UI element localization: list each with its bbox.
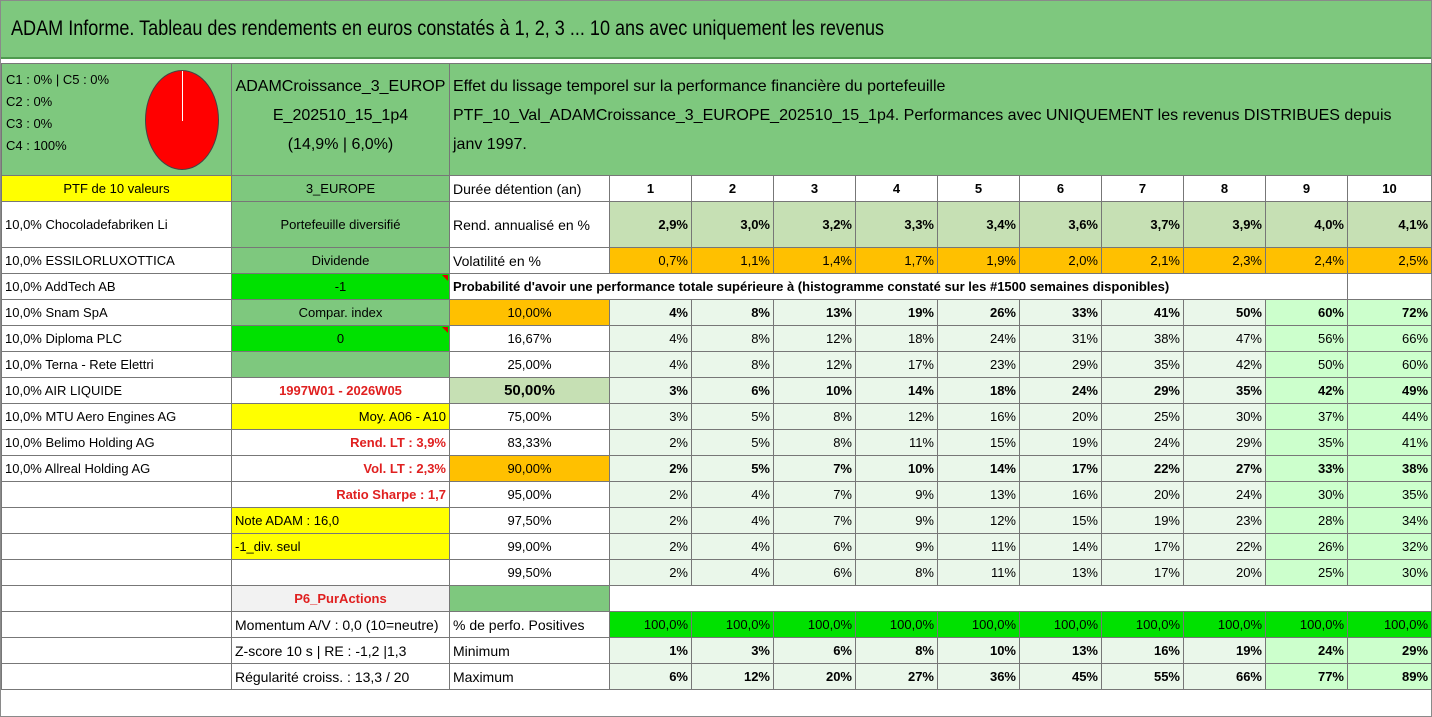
probability-value: 22% [1184, 534, 1266, 560]
probability-value: 35% [1266, 430, 1348, 456]
vol-value: 1,1% [692, 248, 774, 274]
zone-label: 3_EUROPE [232, 176, 450, 202]
adam-note: Note ADAM : 16,0 [232, 508, 450, 534]
returns-table [1, 63, 1432, 690]
minimum-value: 16% [1102, 638, 1184, 664]
probability-value: 28% [1266, 508, 1348, 534]
probability-value: 9% [856, 534, 938, 560]
probability-value: 14% [938, 456, 1020, 482]
maximum-value: 12% [692, 664, 774, 690]
probability-value: 6% [774, 560, 856, 586]
table-row [2, 482, 1432, 508]
probability-value: 32% [1348, 534, 1432, 560]
rend-label: Rend. annualisé en % [450, 202, 610, 248]
minimum-value: 19% [1184, 638, 1266, 664]
description-line: janv 1997. [453, 136, 527, 153]
rend-value: 3,6% [1020, 202, 1102, 248]
probability-value: 17% [1102, 534, 1184, 560]
probability-value: 23% [1184, 508, 1266, 534]
positive-value: 100,0% [1184, 612, 1266, 638]
regularite-label: Régularité croiss. : 13,3 / 20 [232, 664, 450, 690]
probability-value: 35% [1102, 352, 1184, 378]
year-header: 6 [1020, 176, 1102, 202]
zscore-label: Z-score 10 s | RE : -1,2 |1,3 [232, 638, 450, 664]
positive-value: 100,0% [1020, 612, 1102, 638]
rend-value: 3,4% [938, 202, 1020, 248]
year-header: 4 [856, 176, 938, 202]
rend-lt: Rend. LT : 3,9% [232, 430, 450, 456]
maximum-value: 36% [938, 664, 1020, 690]
moy-label: Moy. A06 - A10 [232, 404, 450, 430]
probability-value: 42% [1266, 378, 1348, 404]
page-title: ADAM Informe. Tableau des rendements en euros constatés à 1, 2, 3 ... 10 ans avec uniquement les revenus [11, 17, 885, 40]
probability-value: 5% [692, 404, 774, 430]
table-row [2, 560, 1432, 586]
probability-value: 7% [774, 482, 856, 508]
table-row [2, 274, 1432, 300]
allocation-cell [2, 64, 232, 176]
probability-value: 25% [1102, 404, 1184, 430]
probability-threshold: 16,67% [450, 326, 610, 352]
probability-value: 38% [1102, 326, 1184, 352]
probability-value: 11% [856, 430, 938, 456]
vol-value: 1,7% [856, 248, 938, 274]
prob-header: Probabilité d'avoir une performance totale supérieure à (histogramme constaté sur les #1500 semaines disponibles) [450, 274, 1348, 300]
vol-value: 2,0% [1020, 248, 1102, 274]
table-row [2, 612, 1432, 638]
period-label: 1997W01 - 2026W05 [232, 378, 450, 404]
probability-value: 8% [774, 430, 856, 456]
rend-value: 3,7% [1102, 202, 1184, 248]
vol-lt: Vol. LT : 2,3% [232, 456, 450, 482]
div-seul: -1_div. seul [232, 534, 450, 560]
probability-value: 31% [1020, 326, 1102, 352]
probability-value: 4% [692, 482, 774, 508]
vol-value: 2,5% [1348, 248, 1432, 274]
positive-value: 100,0% [1266, 612, 1348, 638]
maximum-value: 55% [1102, 664, 1184, 690]
year-header: 8 [1184, 176, 1266, 202]
probability-value: 9% [856, 482, 938, 508]
year-header: 9 [1266, 176, 1348, 202]
probability-value: 20% [1102, 482, 1184, 508]
sharpe-ratio: Ratio Sharpe : 1,7 [232, 482, 450, 508]
probability-value: 14% [856, 378, 938, 404]
table-row [2, 300, 1432, 326]
probability-value: 16% [1020, 482, 1102, 508]
probability-value: 19% [1102, 508, 1184, 534]
minimum-value: 10% [938, 638, 1020, 664]
duration-label: Durée détention (an) [450, 176, 610, 202]
probability-value: 16% [938, 404, 1020, 430]
probability-threshold: 83,33% [450, 430, 610, 456]
vol-value: 1,9% [938, 248, 1020, 274]
vol-value: 0,7% [610, 248, 692, 274]
minimum-value: 6% [774, 638, 856, 664]
vol-value: 1,4% [774, 248, 856, 274]
probability-value: 4% [692, 560, 774, 586]
empty-cell [2, 638, 232, 664]
dividend-label: Dividende [232, 248, 450, 274]
probability-value: 42% [1184, 352, 1266, 378]
probability-value: 12% [938, 508, 1020, 534]
probability-value: 8% [856, 560, 938, 586]
probability-value: 30% [1184, 404, 1266, 430]
probability-value: 33% [1266, 456, 1348, 482]
probability-value: 2% [610, 456, 692, 482]
probability-value: 24% [1020, 378, 1102, 404]
empty-cell [2, 560, 232, 586]
portfolio-name-line: (14,9% | 6,0%) [287, 136, 394, 153]
minimum-value: 8% [856, 638, 938, 664]
probability-value: 20% [1184, 560, 1266, 586]
probability-value: 6% [774, 534, 856, 560]
probability-value: 29% [1020, 352, 1102, 378]
table-row [2, 456, 1432, 482]
probability-value: 60% [1348, 352, 1432, 378]
maximum-value: 27% [856, 664, 938, 690]
probability-value: 30% [1266, 482, 1348, 508]
rend-value: 2,9% [610, 202, 692, 248]
probability-threshold: 99,50% [450, 560, 610, 586]
rend-value: 4,0% [1266, 202, 1348, 248]
table-row [2, 430, 1432, 456]
table-row [2, 534, 1432, 560]
allocation-line: C4 : 100% [6, 138, 67, 153]
probability-value: 44% [1348, 404, 1432, 430]
maximum-value: 89% [1348, 664, 1432, 690]
p6-label: P6_PurActions [232, 586, 450, 612]
compar-label: Compar. index [232, 300, 450, 326]
table-row [2, 326, 1432, 352]
probability-value: 2% [610, 508, 692, 534]
probability-value: 13% [938, 482, 1020, 508]
probability-value: 3% [610, 378, 692, 404]
probability-threshold: 97,50% [450, 508, 610, 534]
portfolio-name-line: ADAMCroissance_3_EUROP [235, 78, 446, 95]
holding-name: 10,0% Chocoladefabriken Li [2, 202, 232, 248]
maximum-value: 6% [610, 664, 692, 690]
empty-cell [2, 482, 232, 508]
probability-value: 30% [1348, 560, 1432, 586]
momentum-label: Momentum A/V : 0,0 (10=neutre) [232, 612, 450, 638]
rend-value: 3,3% [856, 202, 938, 248]
table-row [2, 404, 1432, 430]
probability-value: 50% [1266, 352, 1348, 378]
holding-name: 10,0% AddTech AB [2, 274, 232, 300]
vol-label: Volatilité en % [450, 248, 610, 274]
rend-value: 3,9% [1184, 202, 1266, 248]
table-row [2, 248, 1432, 274]
probability-value: 9% [856, 508, 938, 534]
probability-value: 13% [1020, 560, 1102, 586]
probability-value: 11% [938, 560, 1020, 586]
probability-value: 24% [938, 326, 1020, 352]
probability-value: 41% [1102, 300, 1184, 326]
maximum-label: Maximum [450, 664, 610, 690]
probability-value: 66% [1348, 326, 1432, 352]
probability-value: 4% [692, 534, 774, 560]
empty-cell [2, 612, 232, 638]
empty-cell [232, 560, 450, 586]
probability-value: 4% [610, 352, 692, 378]
probability-value: 23% [938, 352, 1020, 378]
probability-value: 12% [856, 404, 938, 430]
holding-name: 10,0% ESSILORLUXOTTICA [2, 248, 232, 274]
probability-value: 10% [774, 378, 856, 404]
probability-value: 56% [1266, 326, 1348, 352]
allocation-line: C2 : 0% [6, 94, 53, 109]
vol-value: 2,3% [1184, 248, 1266, 274]
probability-value: 7% [774, 456, 856, 482]
positive-label: % de perfo. Positives [450, 612, 610, 638]
empty-cell [2, 664, 232, 690]
probability-value: 17% [856, 352, 938, 378]
positive-value: 100,0% [692, 612, 774, 638]
positive-value: 100,0% [938, 612, 1020, 638]
minimum-value: 1% [610, 638, 692, 664]
probability-value: 12% [774, 352, 856, 378]
probability-value: 18% [856, 326, 938, 352]
table-row [2, 378, 1432, 404]
probability-value: 3% [610, 404, 692, 430]
year-header: 5 [938, 176, 1020, 202]
diversified-label: Portefeuille diversifié [232, 202, 450, 248]
empty-cell [2, 534, 232, 560]
probability-value: 22% [1102, 456, 1184, 482]
minimum-value: 24% [1266, 638, 1348, 664]
table-row [2, 664, 1432, 690]
maximum-value: 45% [1020, 664, 1102, 690]
ptf-label: PTF de 10 valeurs [2, 176, 232, 202]
probability-value: 26% [938, 300, 1020, 326]
positive-value: 100,0% [1102, 612, 1184, 638]
probability-value: 17% [1020, 456, 1102, 482]
table-row [2, 352, 1432, 378]
empty-cell [610, 586, 1432, 612]
probability-value: 10% [856, 456, 938, 482]
probability-value: 8% [692, 352, 774, 378]
probability-threshold: 25,00% [450, 352, 610, 378]
holding-name: 10,0% MTU Aero Engines AG [2, 404, 232, 430]
probability-threshold: 10,00% [450, 300, 610, 326]
probability-value: 7% [774, 508, 856, 534]
description-cell [450, 64, 1432, 176]
description-line: PTF_10_Val_ADAMCroissance_3_EUROPE_202510_15_1p4. Performances avec UNIQUEMENT les revenus DISTRIBUES depuis [453, 107, 1392, 124]
positive-value: 100,0% [856, 612, 938, 638]
vol-value: 2,4% [1266, 248, 1348, 274]
year-header: 7 [1102, 176, 1184, 202]
probability-value: 29% [1184, 430, 1266, 456]
empty-cell [450, 586, 610, 612]
probability-value: 4% [692, 508, 774, 534]
probability-threshold: 99,00% [450, 534, 610, 560]
rend-value: 3,0% [692, 202, 774, 248]
holding-name: 10,0% AIR LIQUIDE [2, 378, 232, 404]
probability-value: 6% [692, 378, 774, 404]
probability-threshold: 95,00% [450, 482, 610, 508]
minimum-value: 3% [692, 638, 774, 664]
probability-value: 35% [1348, 482, 1432, 508]
probability-value: 27% [1184, 456, 1266, 482]
maximum-value: 66% [1184, 664, 1266, 690]
minimum-value: 13% [1020, 638, 1102, 664]
table-row [2, 176, 1432, 202]
probability-value: 35% [1184, 378, 1266, 404]
probability-value: 18% [938, 378, 1020, 404]
positive-value: 100,0% [774, 612, 856, 638]
probability-value: 49% [1348, 378, 1432, 404]
probability-value: 33% [1020, 300, 1102, 326]
maximum-value: 20% [774, 664, 856, 690]
portfolio-name-line: E_202510_15_1p4 [272, 107, 409, 124]
probability-value: 25% [1266, 560, 1348, 586]
probability-value: 8% [774, 404, 856, 430]
probability-threshold: 75,00% [450, 404, 610, 430]
probability-value: 2% [610, 482, 692, 508]
holding-name: 10,0% Allreal Holding AG [2, 456, 232, 482]
probability-value: 50% [1184, 300, 1266, 326]
year-header: 10 [1348, 176, 1432, 202]
vol-value: 2,1% [1102, 248, 1184, 274]
probability-value: 14% [1020, 534, 1102, 560]
probability-value: 4% [610, 300, 692, 326]
probability-value: 26% [1266, 534, 1348, 560]
empty-cell [232, 352, 450, 378]
probability-value: 38% [1348, 456, 1432, 482]
probability-value: 34% [1348, 508, 1432, 534]
probability-value: 8% [692, 300, 774, 326]
maximum-value: 77% [1266, 664, 1348, 690]
probability-value: 60% [1266, 300, 1348, 326]
table-row [2, 202, 1432, 248]
probability-value: 4% [610, 326, 692, 352]
probability-value: 5% [692, 430, 774, 456]
allocation-line: C3 : 0% [6, 116, 53, 131]
probability-value: 19% [856, 300, 938, 326]
compar-value: 0 [232, 326, 450, 352]
portfolio-name-cell [232, 64, 450, 176]
probability-value: 24% [1102, 430, 1184, 456]
description-line: Effet du lissage temporel sur la performance financière du portefeuille [453, 78, 946, 95]
allocation-pie-chart [145, 70, 219, 170]
table-row [2, 586, 1432, 612]
probability-value: 29% [1102, 378, 1184, 404]
empty-cell [2, 586, 232, 612]
probability-value: 2% [610, 534, 692, 560]
table-row [2, 638, 1432, 664]
probability-threshold: 50,00% [450, 378, 610, 404]
probability-value: 24% [1184, 482, 1266, 508]
year-header: 2 [692, 176, 774, 202]
probability-value: 5% [692, 456, 774, 482]
holding-name: 10,0% Snam SpA [2, 300, 232, 326]
probability-value: 20% [1020, 404, 1102, 430]
probability-value: 19% [1020, 430, 1102, 456]
probability-value: 13% [774, 300, 856, 326]
probability-value: 72% [1348, 300, 1432, 326]
rend-value: 4,1% [1348, 202, 1432, 248]
positive-value: 100,0% [1348, 612, 1432, 638]
holding-name: 10,0% Terna - Rete Elettri [2, 352, 232, 378]
probability-value: 17% [1102, 560, 1184, 586]
probability-value: 41% [1348, 430, 1432, 456]
probability-value: 12% [774, 326, 856, 352]
probability-value: 2% [610, 560, 692, 586]
rend-value: 3,2% [774, 202, 856, 248]
allocation-line: C1 : 0% | C5 : 0% [6, 72, 110, 87]
dividend-value: -1 [232, 274, 450, 300]
probability-value: 11% [938, 534, 1020, 560]
probability-value: 37% [1266, 404, 1348, 430]
holding-name: 10,0% Diploma PLC [2, 326, 232, 352]
table-row [2, 508, 1432, 534]
year-header: 1 [610, 176, 692, 202]
year-header: 3 [774, 176, 856, 202]
probability-value: 15% [1020, 508, 1102, 534]
probability-value: 2% [610, 430, 692, 456]
positive-value: 100,0% [610, 612, 692, 638]
probability-value: 47% [1184, 326, 1266, 352]
probability-value: 8% [692, 326, 774, 352]
title-bar [1, 1, 1431, 59]
holding-name: 10,0% Belimo Holding AG [2, 430, 232, 456]
minimum-label: Minimum [450, 638, 610, 664]
probability-threshold: 90,00% [450, 456, 610, 482]
minimum-value: 29% [1348, 638, 1432, 664]
empty-cell [2, 508, 232, 534]
probability-value: 15% [938, 430, 1020, 456]
